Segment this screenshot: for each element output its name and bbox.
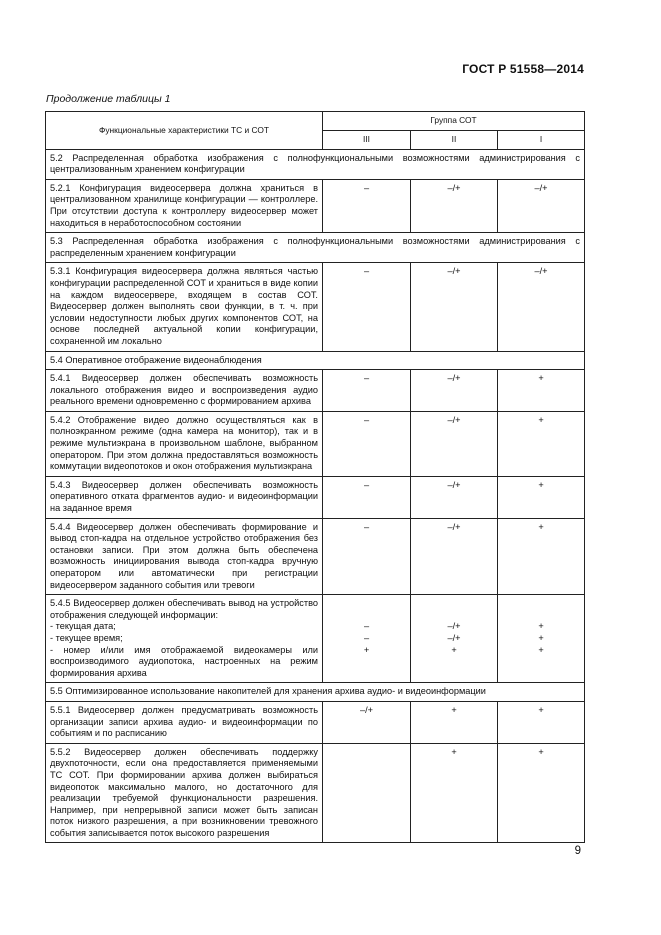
- requirement-row: [46, 595, 585, 683]
- requirement-text: 5.4.3 Видеосервер должен обеспечивать возможность оперативного отката фрагментов аудио- и видеоинформации на заданное время: [46, 476, 323, 518]
- requirement-text: 5.3.1 Конфигурация видеосервера должна являться частью конфигурации распределенной СОТ и храниться в виде копии на каждом видеосервере, входящем в состав СОТ. Видеосервер должен выполнять свои функции, в т. ч. при условии недоступности любых других компонентов СОТ, на основе последней актуальной копии конфигурации, сохраненной им локально: [46, 263, 323, 351]
- mark-value: –/+: [447, 632, 461, 643]
- mark-group-i: +: [498, 743, 585, 843]
- page-number: 9: [574, 845, 581, 857]
- mark-spacer: [415, 598, 493, 610]
- section-title: 5.4 Оперативное отображение видеонаблюдения: [46, 351, 585, 370]
- section-title: 5.2 Распределенная обработка изображения с полнофункциональными возможностями администрирования с централизованным хранением конфигурации: [46, 149, 585, 179]
- mark-group-ii: –/+: [411, 411, 498, 476]
- mark-group-i: +: [498, 411, 585, 476]
- requirement-row: [46, 179, 585, 232]
- table-caption: Продолжение таблицы 1: [46, 93, 171, 105]
- mark-group-iii: –: [323, 179, 411, 232]
- mark-spacer: [327, 598, 406, 610]
- mark-group-ii: +: [411, 743, 498, 843]
- requirement-row: [46, 263, 585, 351]
- section-title: 5.3 Распределенная обработка изображения с полнофункциональными возможностями администрирования с распределенным хранением конфигурации: [46, 233, 585, 263]
- mark-group-ii: +: [411, 701, 498, 743]
- requirement-text: [46, 595, 323, 683]
- mark-group-i: +: [498, 476, 585, 518]
- requirement-row: [46, 411, 585, 476]
- section-row: [46, 351, 585, 370]
- requirement-list-item: - текущая дата;: [50, 621, 116, 632]
- mark-value: +: [538, 621, 544, 632]
- col-header-group-iii: III: [323, 131, 411, 150]
- requirement-row: [46, 370, 585, 412]
- mark-group-ii: –/+: [411, 476, 498, 518]
- requirement-text: 5.4.4 Видеосервер должен обеспечивать формирование и вывод стоп-кадра на отдельное устройство отображения без остановки записи. При этом должна быть обеспечена возможность инициирования вывода стоп-кадра вручную оператором или автоматически при регистрации видеосервером заданного события или тревоги: [46, 518, 323, 595]
- col-header-group-ii: II: [411, 131, 498, 150]
- mark-group-ii: –/+: [411, 179, 498, 232]
- mark-spacer: [502, 610, 580, 622]
- header-row: [46, 112, 585, 131]
- mark-value: +: [538, 644, 544, 655]
- mark-group-iii: –: [323, 518, 411, 595]
- requirement-row: [46, 518, 585, 595]
- mark-value: +: [538, 632, 544, 643]
- mark-spacer: [415, 610, 493, 622]
- mark-group-ii: –/+: [411, 518, 498, 595]
- mark-group-i: –/+: [498, 179, 585, 232]
- requirement-row: [46, 701, 585, 743]
- mark-group-i: –/+: [498, 263, 585, 351]
- mark-group-iii: [323, 743, 411, 843]
- mark-group-iii: –: [323, 476, 411, 518]
- requirement-list-item: - текущее время;: [50, 632, 123, 643]
- mark-group-i: +: [498, 701, 585, 743]
- mark-value: +: [363, 644, 370, 655]
- section-row: [46, 683, 585, 702]
- mark-group-ii: –/+: [411, 370, 498, 412]
- col-header-characteristics: Функциональные характеристики ТС и СОТ: [46, 112, 323, 150]
- mark-group-iii: –/+: [323, 701, 411, 743]
- mark-group-iii: –: [323, 411, 411, 476]
- requirement-row: [46, 743, 585, 843]
- requirement-text: 5.4.1 Видеосервер должен обеспечивать возможность локального отображения видео и воспроизведения аудио реального времени одновременно с формированием архива: [46, 370, 323, 412]
- section-row: [46, 233, 585, 263]
- mark-spacer: [327, 610, 406, 622]
- mark-spacer: [502, 598, 580, 610]
- section-row: [46, 149, 585, 179]
- requirement-intro: 5.4.5 Видеосервер должен обеспечивать вывод на устройство отображения следующей информации:: [50, 598, 318, 620]
- requirements-table: [45, 111, 585, 843]
- requirement-row: [46, 476, 585, 518]
- mark-value: –: [363, 632, 370, 643]
- mark-group-ii: –/+: [411, 263, 498, 351]
- requirement-text: 5.4.2 Отображение видео должно осуществляться как в полноэкранном режиме (одна камера на монитор), так и в режиме мультиэкрана в произвольном шаблоне, выбранном оператором. При этом должна предоставляться возможность коммутации видеопотоков и окон отображения мультиэкрана: [46, 411, 323, 476]
- mark-group-iii: –: [323, 370, 411, 412]
- mark-group-ii: [411, 595, 498, 683]
- requirement-text: 5.5.2 Видеосервер должен обеспечивать поддержку двухпоточности, если она предоставляется применяемыми ТС СОТ. При формировании архива должен выбираться видеопоток максимально малого, но достаточного для реализации требуемой функциональности разрешения. Например, при непрерывной записи может быть записан поток низкого разрешения, а при возникновении тревожного события записывается поток высокого разрешения: [46, 743, 323, 843]
- col-header-group: Группа СОТ: [323, 112, 585, 131]
- mark-group-iii: –: [323, 263, 411, 351]
- document-id: ГОСТ Р 51558—2014: [462, 62, 584, 76]
- col-header-group-i: I: [498, 131, 585, 150]
- mark-group-i: [498, 595, 585, 683]
- section-title: 5.5 Оптимизированное использование накопителей для хранения архива аудио- и видеоинформации: [46, 683, 585, 702]
- mark-group-iii: [323, 595, 411, 683]
- requirement-list-item: - номер и/или имя отображаемой видеокамеры или воспроизводимого аудиопотока, настроенных на режим формирования архива: [50, 644, 318, 678]
- mark-value: +: [451, 644, 457, 655]
- mark-value: –: [363, 621, 370, 632]
- requirement-text: 5.2.1 Конфигурация видеосервера должна храниться в централизованном хранилище конфигурации — контроллере. При отсутствии доступа к контроллеру видеосервер может находиться в неработоспособном состоянии: [46, 179, 323, 232]
- requirement-text: 5.5.1 Видеосервер должен предусматривать возможность организации записи архива аудио- и видеоинформации по событиям и по расписанию: [46, 701, 323, 743]
- mark-group-i: +: [498, 518, 585, 595]
- mark-group-i: +: [498, 370, 585, 412]
- mark-value: –/+: [447, 621, 461, 632]
